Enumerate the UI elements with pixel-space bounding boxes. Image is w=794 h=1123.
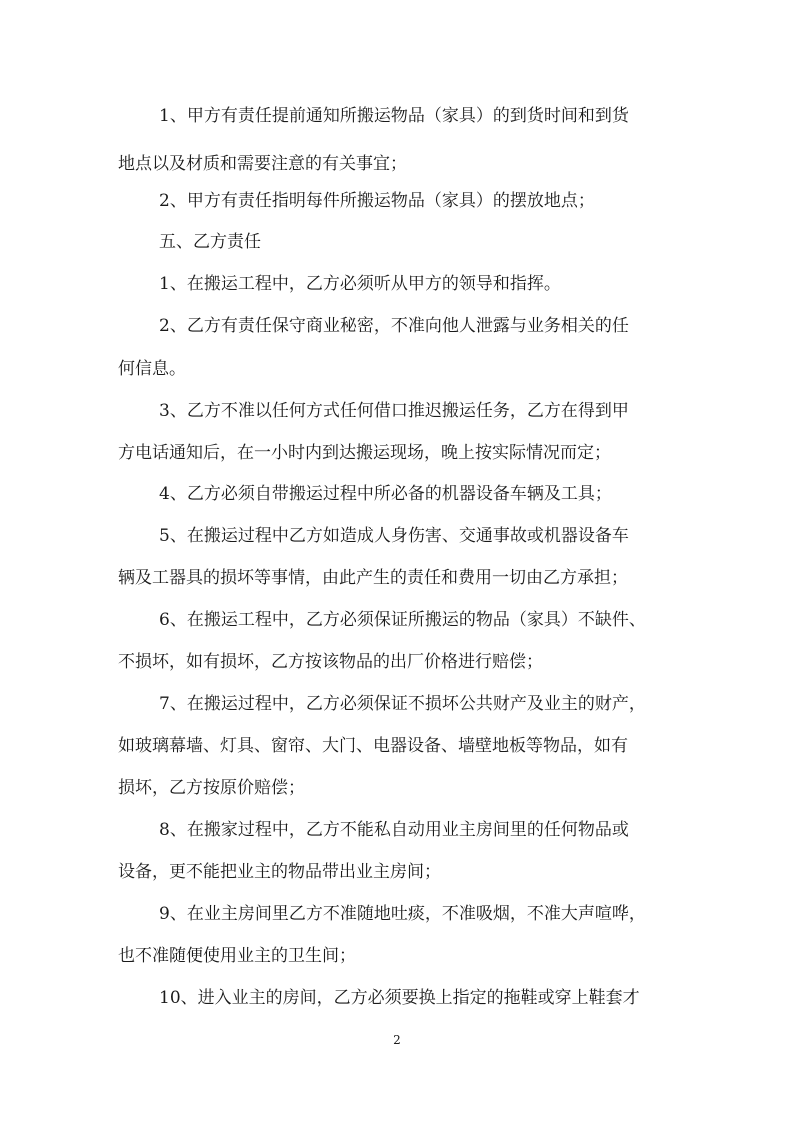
text-line: 7、在搬运过程中，乙方必须保证不损坏公共财产及业主的财产， bbox=[159, 694, 646, 714]
text-line: 如玻璃幕墙、灯具、窗帘、大门、电器设备、墙壁地板等物品，如有 bbox=[118, 736, 628, 756]
text-line: 8、在搬家过程中，乙方不能私自动用业主房间里的任何物品或 bbox=[159, 820, 629, 840]
text-line: 也不准随便使用业主的卫生间； bbox=[118, 946, 356, 966]
text-line: 不损坏，如有损坏，乙方按该物品的出厂价格进行赔偿； bbox=[118, 652, 543, 672]
text-line: 2、乙方有责任保守商业秘密，不准向他人泄露与业务相关的任 bbox=[159, 316, 629, 336]
text-line: 10、进入业主的房间，乙方必须要换上指定的拖鞋或穿上鞋套才 bbox=[159, 988, 640, 1008]
text-line: 5、在搬运过程中乙方如造成人身伤害、交通事故或机器设备车 bbox=[159, 526, 629, 546]
text-line: 辆及工器具的损坏等事情，由此产生的责任和费用一切由乙方承担； bbox=[118, 568, 628, 588]
text-line: 1、甲方有责任提前通知所搬运物品（家具）的到货时间和到货 bbox=[159, 106, 629, 126]
text-line: 地点以及材质和需要注意的有关事宜； bbox=[118, 154, 407, 174]
text-line: 2、甲方有责任指明每件所搬运物品（家具）的摆放地点； bbox=[159, 191, 595, 211]
text-line: 6、在搬运工程中，乙方必须保证所搬运的物品（家具）不缺件、 bbox=[159, 610, 646, 630]
text-line: 9、在业主房间里乙方不准随地吐痰，不准吸烟，不准大声喧哗， bbox=[159, 904, 646, 924]
text-line: 设备，更不能把业主的物品带出业主房间； bbox=[118, 862, 441, 882]
section-heading: 五、乙方责任 bbox=[159, 232, 261, 252]
text-line: 1、在搬运工程中，乙方必须听从甲方的领导和指挥。 bbox=[159, 274, 561, 294]
text-line: 何信息。 bbox=[118, 359, 186, 379]
text-line: 损坏，乙方按原价赔偿； bbox=[118, 778, 305, 798]
text-line: 3、乙方不准以任何方式任何借口推迟搬运任务，乙方在得到甲 bbox=[159, 401, 629, 421]
text-line: 方电话通知后，在一小时内到达搬运现场，晚上按实际情况而定； bbox=[118, 443, 611, 463]
text-line: 4、乙方必须自带搬运过程中所必备的机器设备车辆及工具； bbox=[159, 484, 612, 504]
page-number: 2 bbox=[393, 1033, 401, 1047]
